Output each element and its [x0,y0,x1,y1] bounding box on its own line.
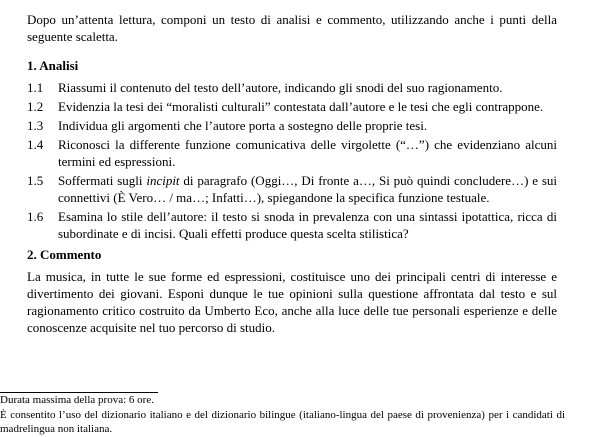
list-item [27,136,557,170]
item-text: Riassumi il contenuto del testo dell’autore, indicando gli snodi del suo ragionamento. [58,80,503,95]
item-text-before: Soffermati sugli [58,173,147,188]
item-text: Individua gli argomenti che l’autore porta a sostegno delle proprie tesi. [58,118,428,133]
list-item [27,172,557,206]
footnote-dictionary: È consentito l’uso del dizionario italiano e del dizionario bilingue (italiano-lingua del paese di provenienza) per i candidati di madrelingua non italiana. [0,409,565,435]
list-item [27,79,557,96]
item-number: 1.2 [27,99,44,114]
commento-paragraph: La musica, in tutte le sue forme ed espressioni, costituisce uno dei principali centri di interesse e divertimento dei giovani. Esponi dunque le tue opinioni sulla questione affrontata dal testo e sul ragionamento critico costruito da Umberto Eco, anche alla luce delle tue personali esperienze e delle conoscenze acquisite nel tuo percorso di studio. [27,269,557,335]
item-number: 1.5 [27,173,44,188]
section-heading-commento: 2. Commento [27,247,102,262]
section-heading-analisi: 1. Analisi [27,58,79,73]
list-item [27,208,557,242]
list-item [27,98,557,115]
item-number: 1.4 [27,137,44,152]
analisi-list [27,79,557,244]
item-text-after: di paragrafo (Oggi…, Di fronte a…, Si può quindi concludere…) e sui connettivi (È Vero… / ma…; Infatti…), spiegandone la specifica funzione testuale. [58,173,558,205]
item-text-italic: incipit [146,173,180,188]
list-item [27,117,557,134]
footnotes [0,393,565,437]
item-text: Evidenzia la tesi dei “moralisti culturali” contestata dall’autore e le tesi che egli contrappone. [58,99,544,114]
item-number: 1.6 [27,209,44,224]
item-number: 1.3 [27,118,44,133]
intro-paragraph: Dopo un’attenta lettura, componi un testo di analisi e commento, utilizzando anche i punti della seguente scaletta. [27,12,557,44]
item-text [58,172,557,206]
item-text: Riconosci la differente funzione comunicativa delle virgolette (“…”) che evidenziano alcuni termini ed espressioni. [58,137,557,169]
item-number: 1.1 [27,80,44,95]
item-text: Esamina lo stile dell’autore: il testo si snoda in prevalenza con una sintassi ipotattica, ricca di subordinate e di incisi. Quali effetti produce questa scelta stilistica? [58,209,557,241]
footnote-duration: Durata massima della prova: 6 ore. [0,394,154,406]
